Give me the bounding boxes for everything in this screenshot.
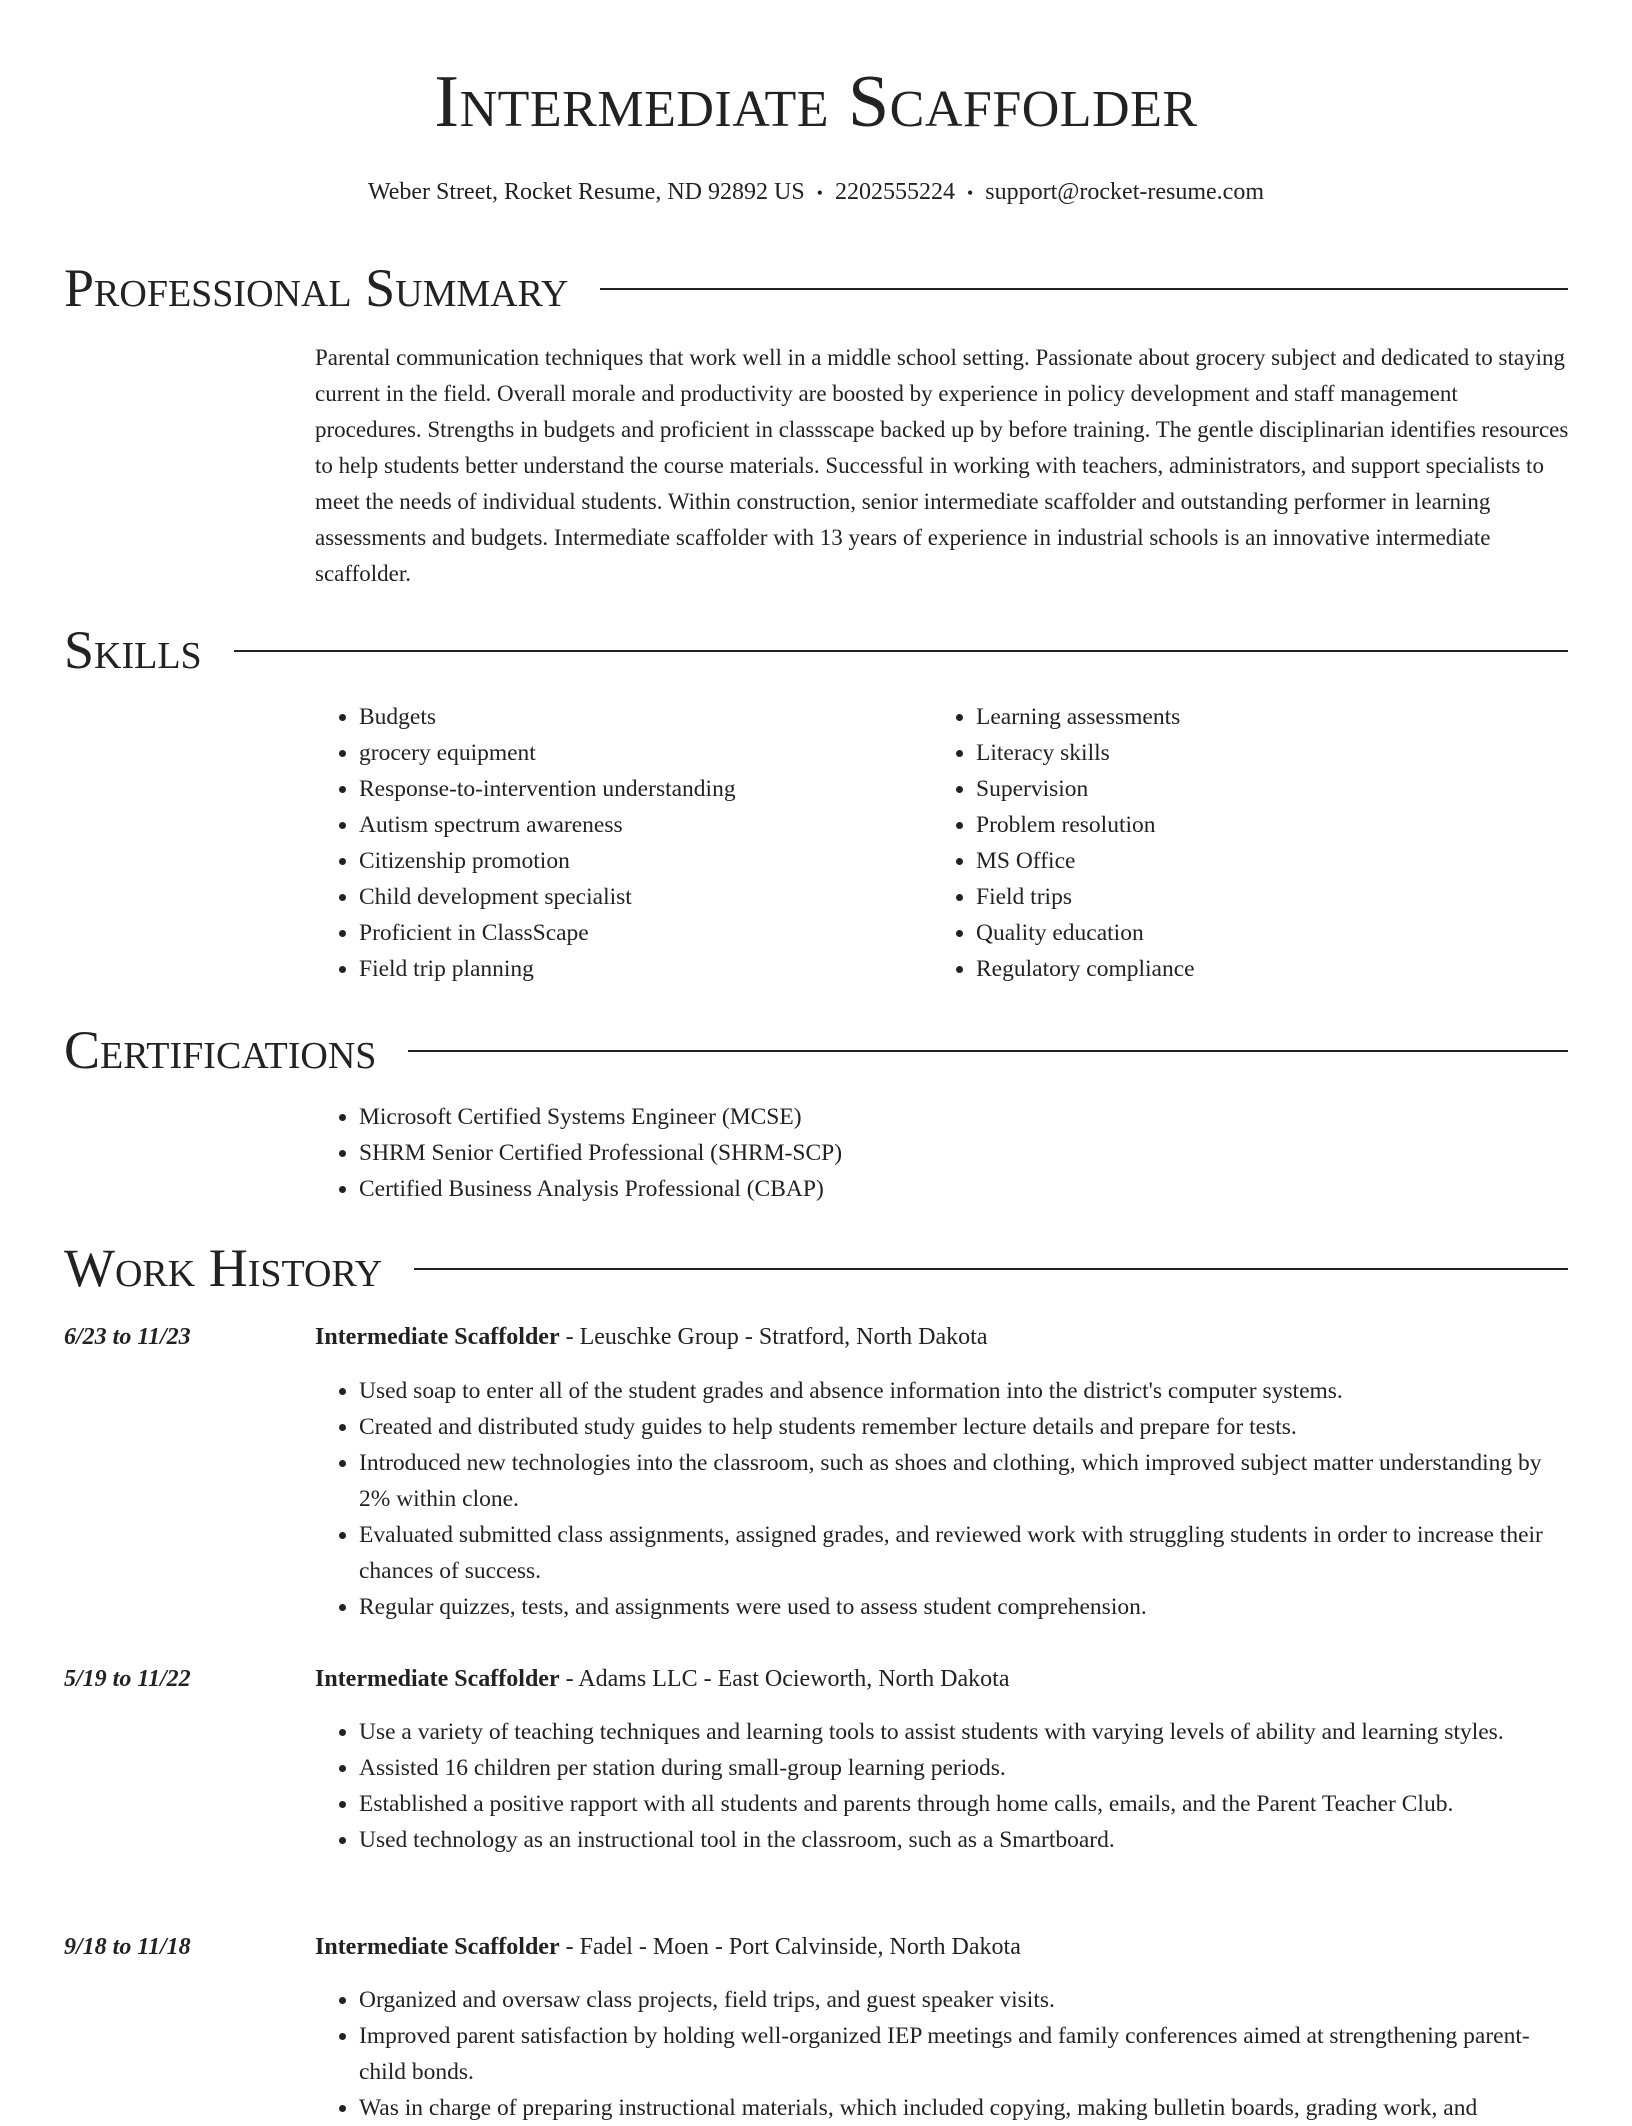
certifications-section-header xyxy=(64,1018,1568,1082)
list-item: • Used technology as an instructional tool in the classroom, such as a Smartboard. xyxy=(359,1822,1569,1858)
list-item: • Field trips xyxy=(976,879,1552,915)
list-item: • grocery equipment xyxy=(359,735,915,771)
job-dates: 5/19 to 11/22 xyxy=(64,1666,191,1692)
list-item: • Organized and oversaw class projects, field trips, and guest speaker visits. xyxy=(359,1982,1569,2018)
list-item: • Certified Business Analysis Professional (CBAP) xyxy=(359,1171,1569,1207)
list-item: • SHRM Senior Certified Professional (SHRM-SCP) xyxy=(359,1135,1569,1171)
section-title: Work History xyxy=(64,1238,383,1298)
section-rule xyxy=(600,288,1568,290)
job-dates: 6/23 to 11/23 xyxy=(64,1324,191,1350)
list-item: • Quality education xyxy=(976,915,1552,951)
section-rule xyxy=(414,1268,1568,1270)
work-history-section-header xyxy=(64,1236,1568,1300)
summary-text: Parental communication techniques that work well in a middle school setting. Passionate about grocery subject and dedicated to staying current in the field. Overall morale and productivity are boosted by experience in policy development and staff management procedures. Strengths in budgets and proficient in classscape backed up by before training. The gentle disciplinarian identifies resources to help students better understand the course materials. Successful in working with teachers, administrators, and support specialists to meet the needs of individual students. Within construction, senior intermediate scaffolder and outstanding performer in learning assessments and budgets. Intermediate scaffolder with 13 years of experience in industrial schools is an innovative intermediate scaffolder. xyxy=(315,345,1569,586)
job-bullets xyxy=(315,1714,1569,1858)
list-item: • Use a variety of teaching techniques and learning tools to assist students with varying levels of ability and learning styles. xyxy=(359,1714,1569,1750)
job-employer: - Leuschke Group - Stratford, North Dakota xyxy=(559,1324,988,1350)
list-item: • Learning assessments xyxy=(976,699,1552,735)
list-item: • Regulatory compliance xyxy=(976,951,1552,987)
skills-right-column xyxy=(932,699,1552,987)
summary-section-header xyxy=(64,256,1568,320)
job-employer: - Adams LLC - East Ocieworth, North Dakota xyxy=(559,1666,1010,1692)
list-item: • Improved parent satisfaction by holding well-organized IEP meetings and family conferences aimed at strengthening parent-child bonds. xyxy=(359,2018,1569,2090)
section-rule xyxy=(408,1050,1568,1052)
job-role: Intermediate Scaffolder xyxy=(315,1324,560,1350)
job-dates: 9/18 to 11/18 xyxy=(64,1934,191,1960)
list-item: • Literacy skills xyxy=(976,735,1552,771)
section-title: Professional Summary xyxy=(64,258,569,318)
list-item: • Response-to-intervention understanding xyxy=(359,771,915,807)
skills-section-header xyxy=(64,618,1568,682)
job-title-line xyxy=(315,1661,1569,1697)
separator-dot: • xyxy=(816,183,823,203)
list-item: • Created and distributed study guides to help students remember lecture details and prepare for tests. xyxy=(359,1409,1569,1445)
section-title: Skills xyxy=(64,620,202,680)
skills-list-left xyxy=(315,699,915,987)
job-role: Intermediate Scaffolder xyxy=(315,1666,560,1692)
separator-dot: • xyxy=(966,183,974,203)
list-item: • Microsoft Certified Systems Engineer (MCSE) xyxy=(359,1099,1569,1135)
address: Weber Street, Rocket Resume, ND 92892 US xyxy=(368,179,805,205)
certifications-list xyxy=(315,1099,1569,1207)
job-title-line xyxy=(315,1319,1569,1355)
job-bullets xyxy=(315,1982,1569,2126)
list-item: • Was in charge of preparing instructional materials, which included copying, making bulletin boards, grading work, and xyxy=(359,2090,1569,2126)
list-item: • Child development specialist xyxy=(359,879,915,915)
skills-left-column xyxy=(315,699,915,987)
list-item: • Regular quizzes, tests, and assignments were used to assess student comprehension. xyxy=(359,1589,1569,1625)
list-item: • Budgets xyxy=(359,699,915,735)
job-title-line xyxy=(315,1929,1569,1965)
candidate-name: Intermediate Scaffolder xyxy=(434,61,1198,143)
section-rule xyxy=(234,650,1568,652)
list-item: • Supervision xyxy=(976,771,1552,807)
job-role: Intermediate Scaffolder xyxy=(315,1934,560,1960)
email: support@rocket-resume.com xyxy=(985,179,1264,205)
job-employer: - Fadel - Moen - Port Calvinside, North Dakota xyxy=(559,1934,1021,1960)
section-title: Certifications xyxy=(64,1020,377,1080)
skills-list-right xyxy=(932,699,1552,987)
list-item: • Used soap to enter all of the student grades and absence information into the district's computer systems. xyxy=(359,1373,1569,1409)
contact-line xyxy=(0,176,1632,209)
list-item: • Established a positive rapport with all students and parents through home calls, emails, and the Parent Teacher Club. xyxy=(359,1786,1569,1822)
list-item: • Proficient in ClassScape xyxy=(359,915,915,951)
list-item: • Assisted 16 children per station during small-group learning periods. xyxy=(359,1750,1569,1786)
list-item: • Problem resolution xyxy=(976,807,1552,843)
list-item: • Citizenship promotion xyxy=(359,843,915,879)
job-bullets xyxy=(315,1373,1569,1625)
phone: 2202555224 xyxy=(834,179,955,205)
list-item: • MS Office xyxy=(976,843,1552,879)
list-item: • Field trip planning xyxy=(359,951,915,987)
list-item: • Introduced new technologies into the classroom, such as shoes and clothing, which improved subject matter understanding by 2% within clone. xyxy=(359,1445,1569,1517)
list-item: • Autism spectrum awareness xyxy=(359,807,915,843)
list-item: • Evaluated submitted class assignments, assigned grades, and reviewed work with struggling students in order to increase their chances of success. xyxy=(359,1517,1569,1589)
